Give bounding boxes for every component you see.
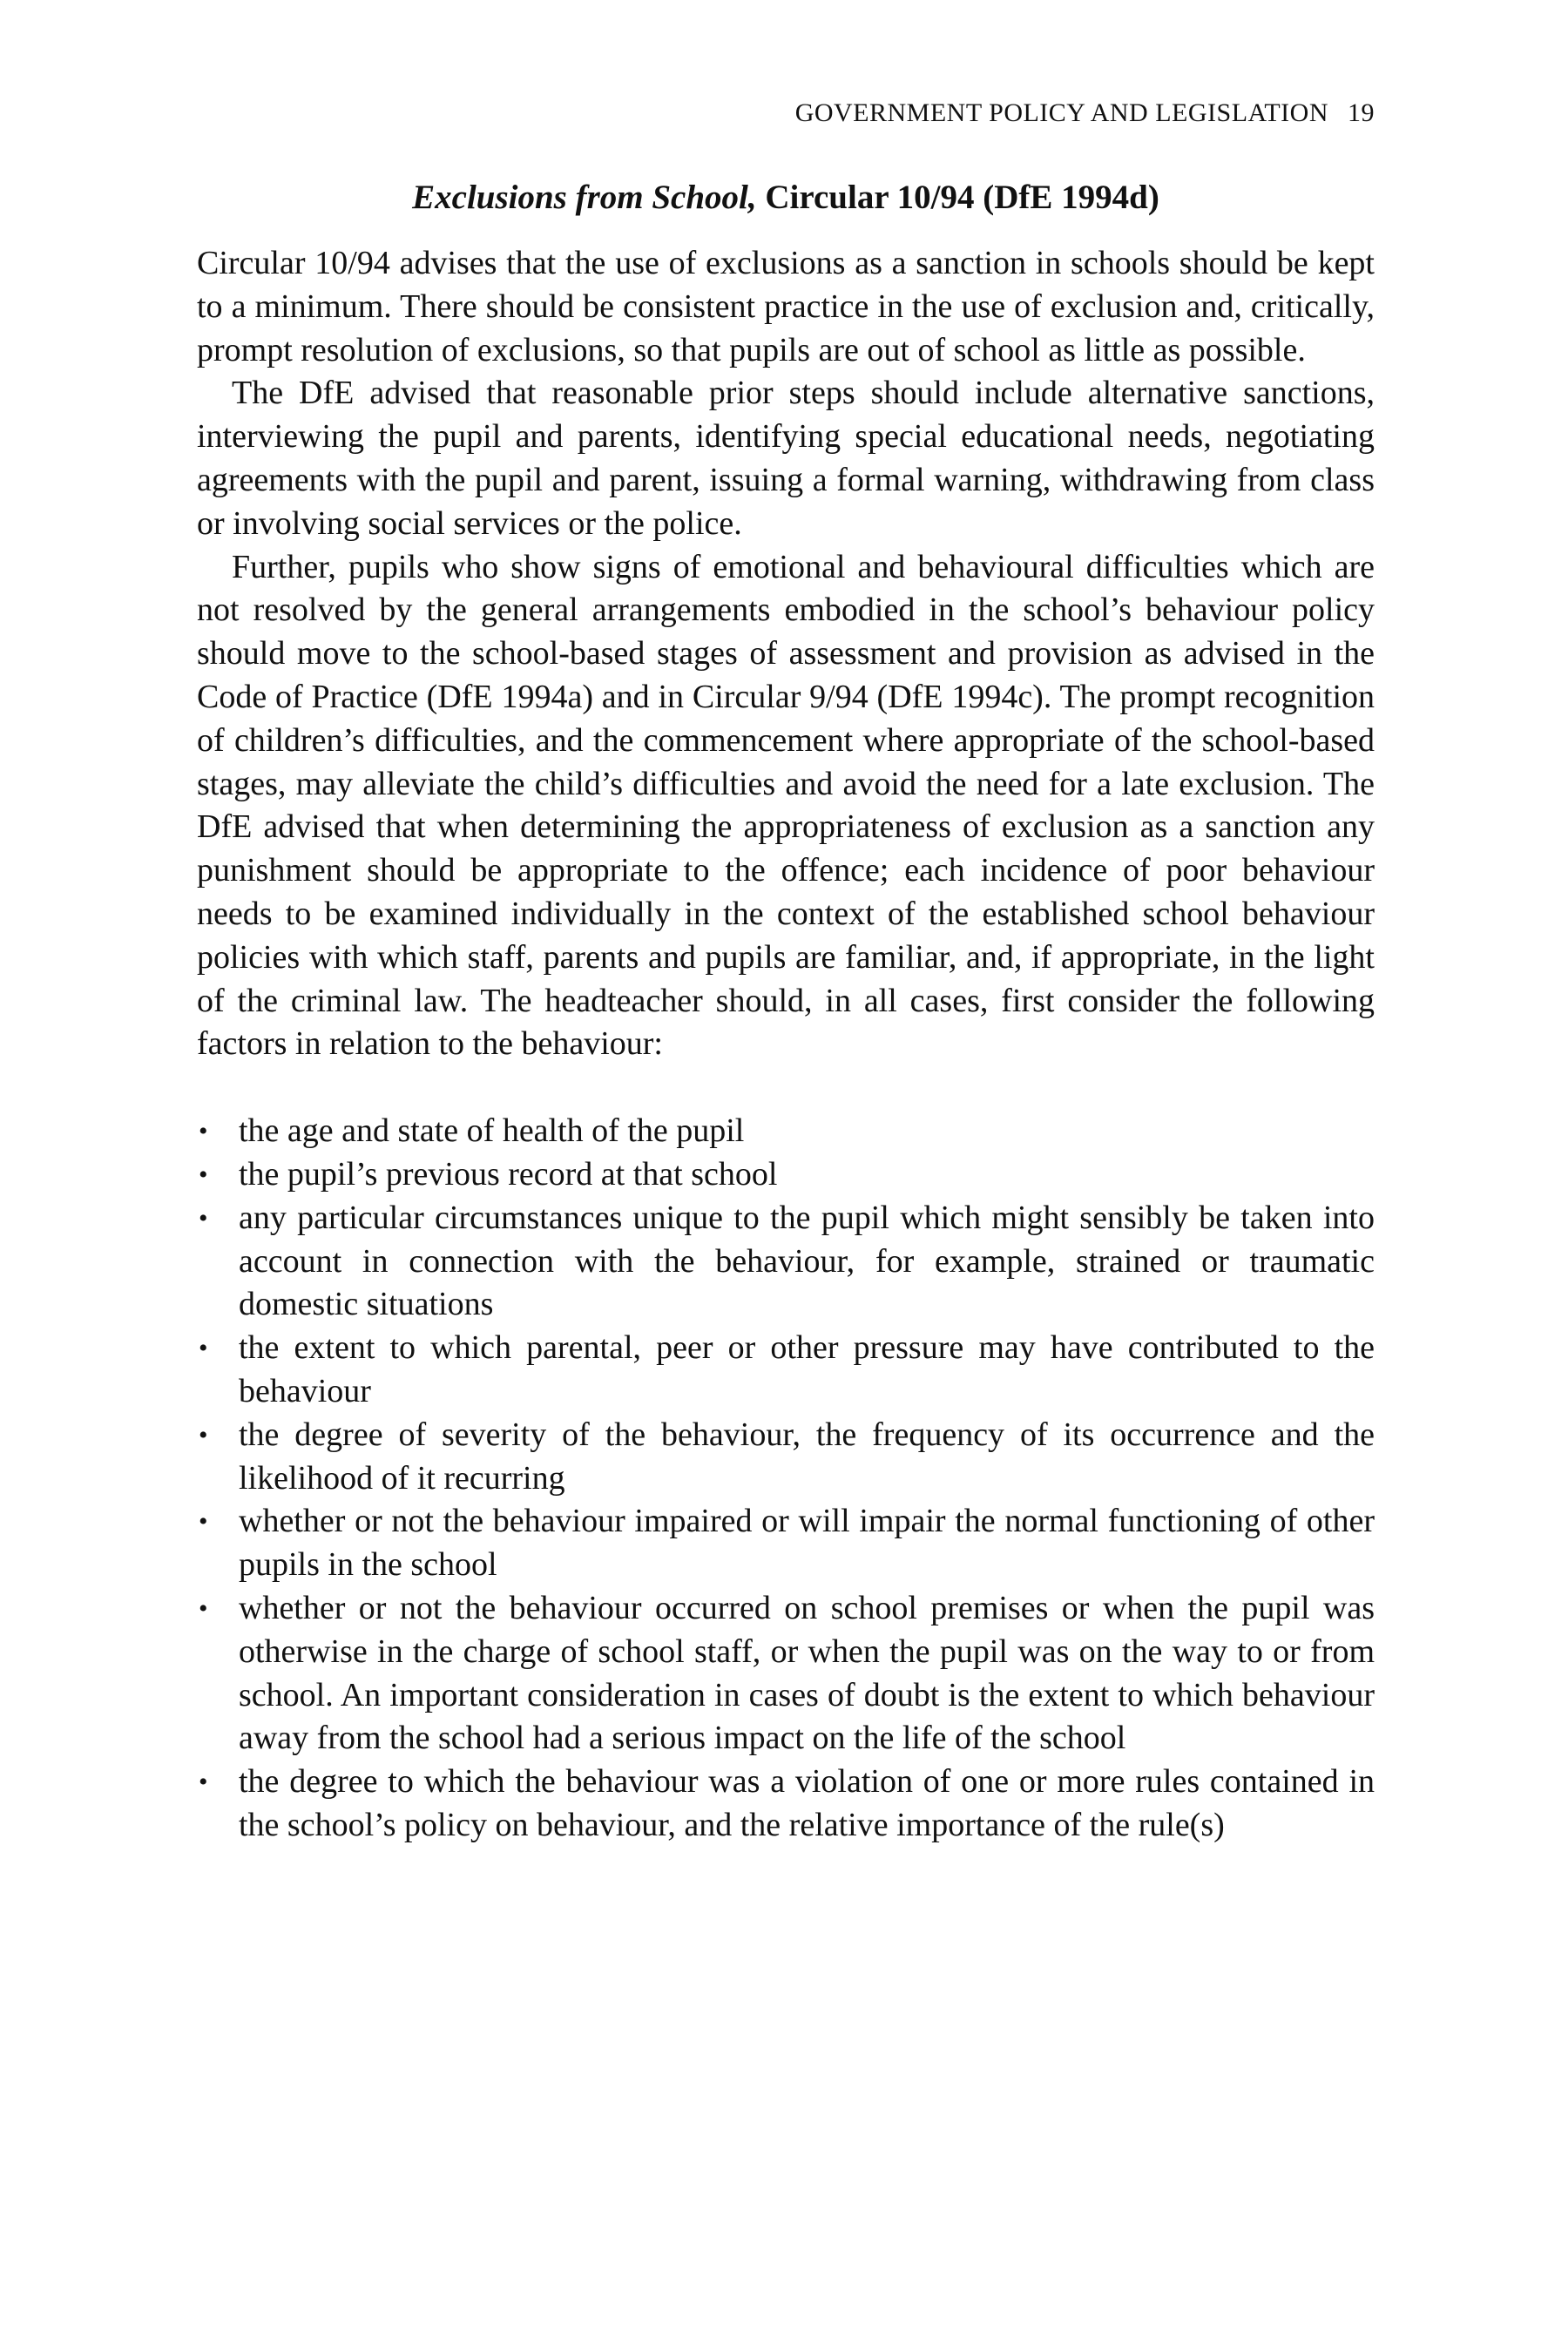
list-item: [197, 1327, 1375, 1414]
section-title: [197, 176, 1375, 220]
list-item: [197, 1153, 1375, 1197]
bullet-icon: •: [199, 1334, 208, 1363]
bullet-icon: •: [199, 1159, 208, 1189]
running-head-title: GOVERNMENT POLICY AND LEGISLATION: [794, 98, 1328, 127]
list-item-text: whether or not the behaviour occurred on school premises or when the pupil was otherwise in the charge of school staff, or when the pupil was on the way to or from school. An important consideration in cases of doubt is the extent to which behaviour away from the school had a serious impact on the life of the school: [239, 1589, 1375, 1757]
list-item-text: the pupil’s previous record at that school: [239, 1155, 778, 1193]
list-item: [197, 1587, 1375, 1761]
bullet-icon: •: [199, 1117, 208, 1146]
paragraph: Further, pupils who show signs of emotional and behavioural difficulties which are not resolved by the general arrangements embodied in the school’s behaviour policy should move to the school-based stages of assessment and provision as advised in the Code of Practice (DfE 1994a) and in Circular 9/94 (DfE 1994c). The prompt recognition of children’s difficulties, and the commencement where appropriate of the school-based stages, may alleviate the child’s difficulties and avoid the need for a late exclusion. The DfE advised that when determining the appropriateness of exclusion as a sanction any punishment should be appropriate to the offence; each incidence of poor behaviour needs to be examined individually in the context of the established school behaviour policies with which staff, parents and pupils are familiar, and, if appropriate, in the light of the criminal law. The headteacher should, in all cases, first consider the following factors in relation to the behaviour:: [197, 548, 1375, 1063]
paragraph: Circular 10/94 advises that the use of exclusions as a sanction in schools should be kept to a minimum. There should be consistent practice in the use of exclusion and, critically, prompt resolution of exclusions, so that pupils are out of school as little as possible.: [197, 245, 1375, 368]
bullet-icon: •: [199, 1420, 208, 1450]
factors-list: [197, 1110, 1375, 1848]
paragraph: The DfE advised that reasonable prior steps should include alternative sanctions, interviewing the pupil and parents, identifying special educational needs, negotiating agreements with the pupil and parent, issuing a formal warning, withdrawing from class or involving social services or the police.: [197, 375, 1375, 542]
page-number: 19: [1348, 98, 1375, 127]
section-title-rest: Circular 10/94 (DfE 1994d): [765, 179, 1159, 216]
list-item: [197, 1414, 1375, 1501]
list-item: [197, 1761, 1375, 1848]
running-head: [197, 96, 1375, 131]
body-text: [197, 242, 1375, 1066]
list-item: [197, 1110, 1375, 1153]
list-item-text: the extent to which parental, peer or other pressure may have contributed to the behaviour: [239, 1329, 1375, 1409]
bullet-icon: •: [199, 1507, 208, 1537]
list-item-text: the degree of severity of the behaviour, the frequency of its occurrence and the likelihood of it recurring: [239, 1416, 1375, 1497]
bullet-icon: •: [199, 1767, 208, 1797]
section-title-italic: Exclusions from School,: [412, 179, 757, 216]
list-item-text: whether or not the behaviour impaired or will impair the normal functioning of other pupils in the school: [239, 1503, 1375, 1584]
book-page: [197, 96, 1375, 1848]
bullet-icon: •: [199, 1203, 208, 1233]
list-item: [197, 1197, 1375, 1327]
list-item-text: any particular circumstances unique to the pupil which might sensibly be taken into account in connection with the behaviour, for example, strained or traumatic domestic situations: [239, 1199, 1375, 1323]
list-item-text: the age and state of health of the pupil: [239, 1112, 745, 1150]
list-item: [197, 1500, 1375, 1587]
list-item-text: the degree to which the behaviour was a violation of one or more rules contained in the school’s policy on behaviour, and the relative importance of the rule(s): [239, 1763, 1375, 1843]
bullet-icon: •: [199, 1593, 208, 1623]
